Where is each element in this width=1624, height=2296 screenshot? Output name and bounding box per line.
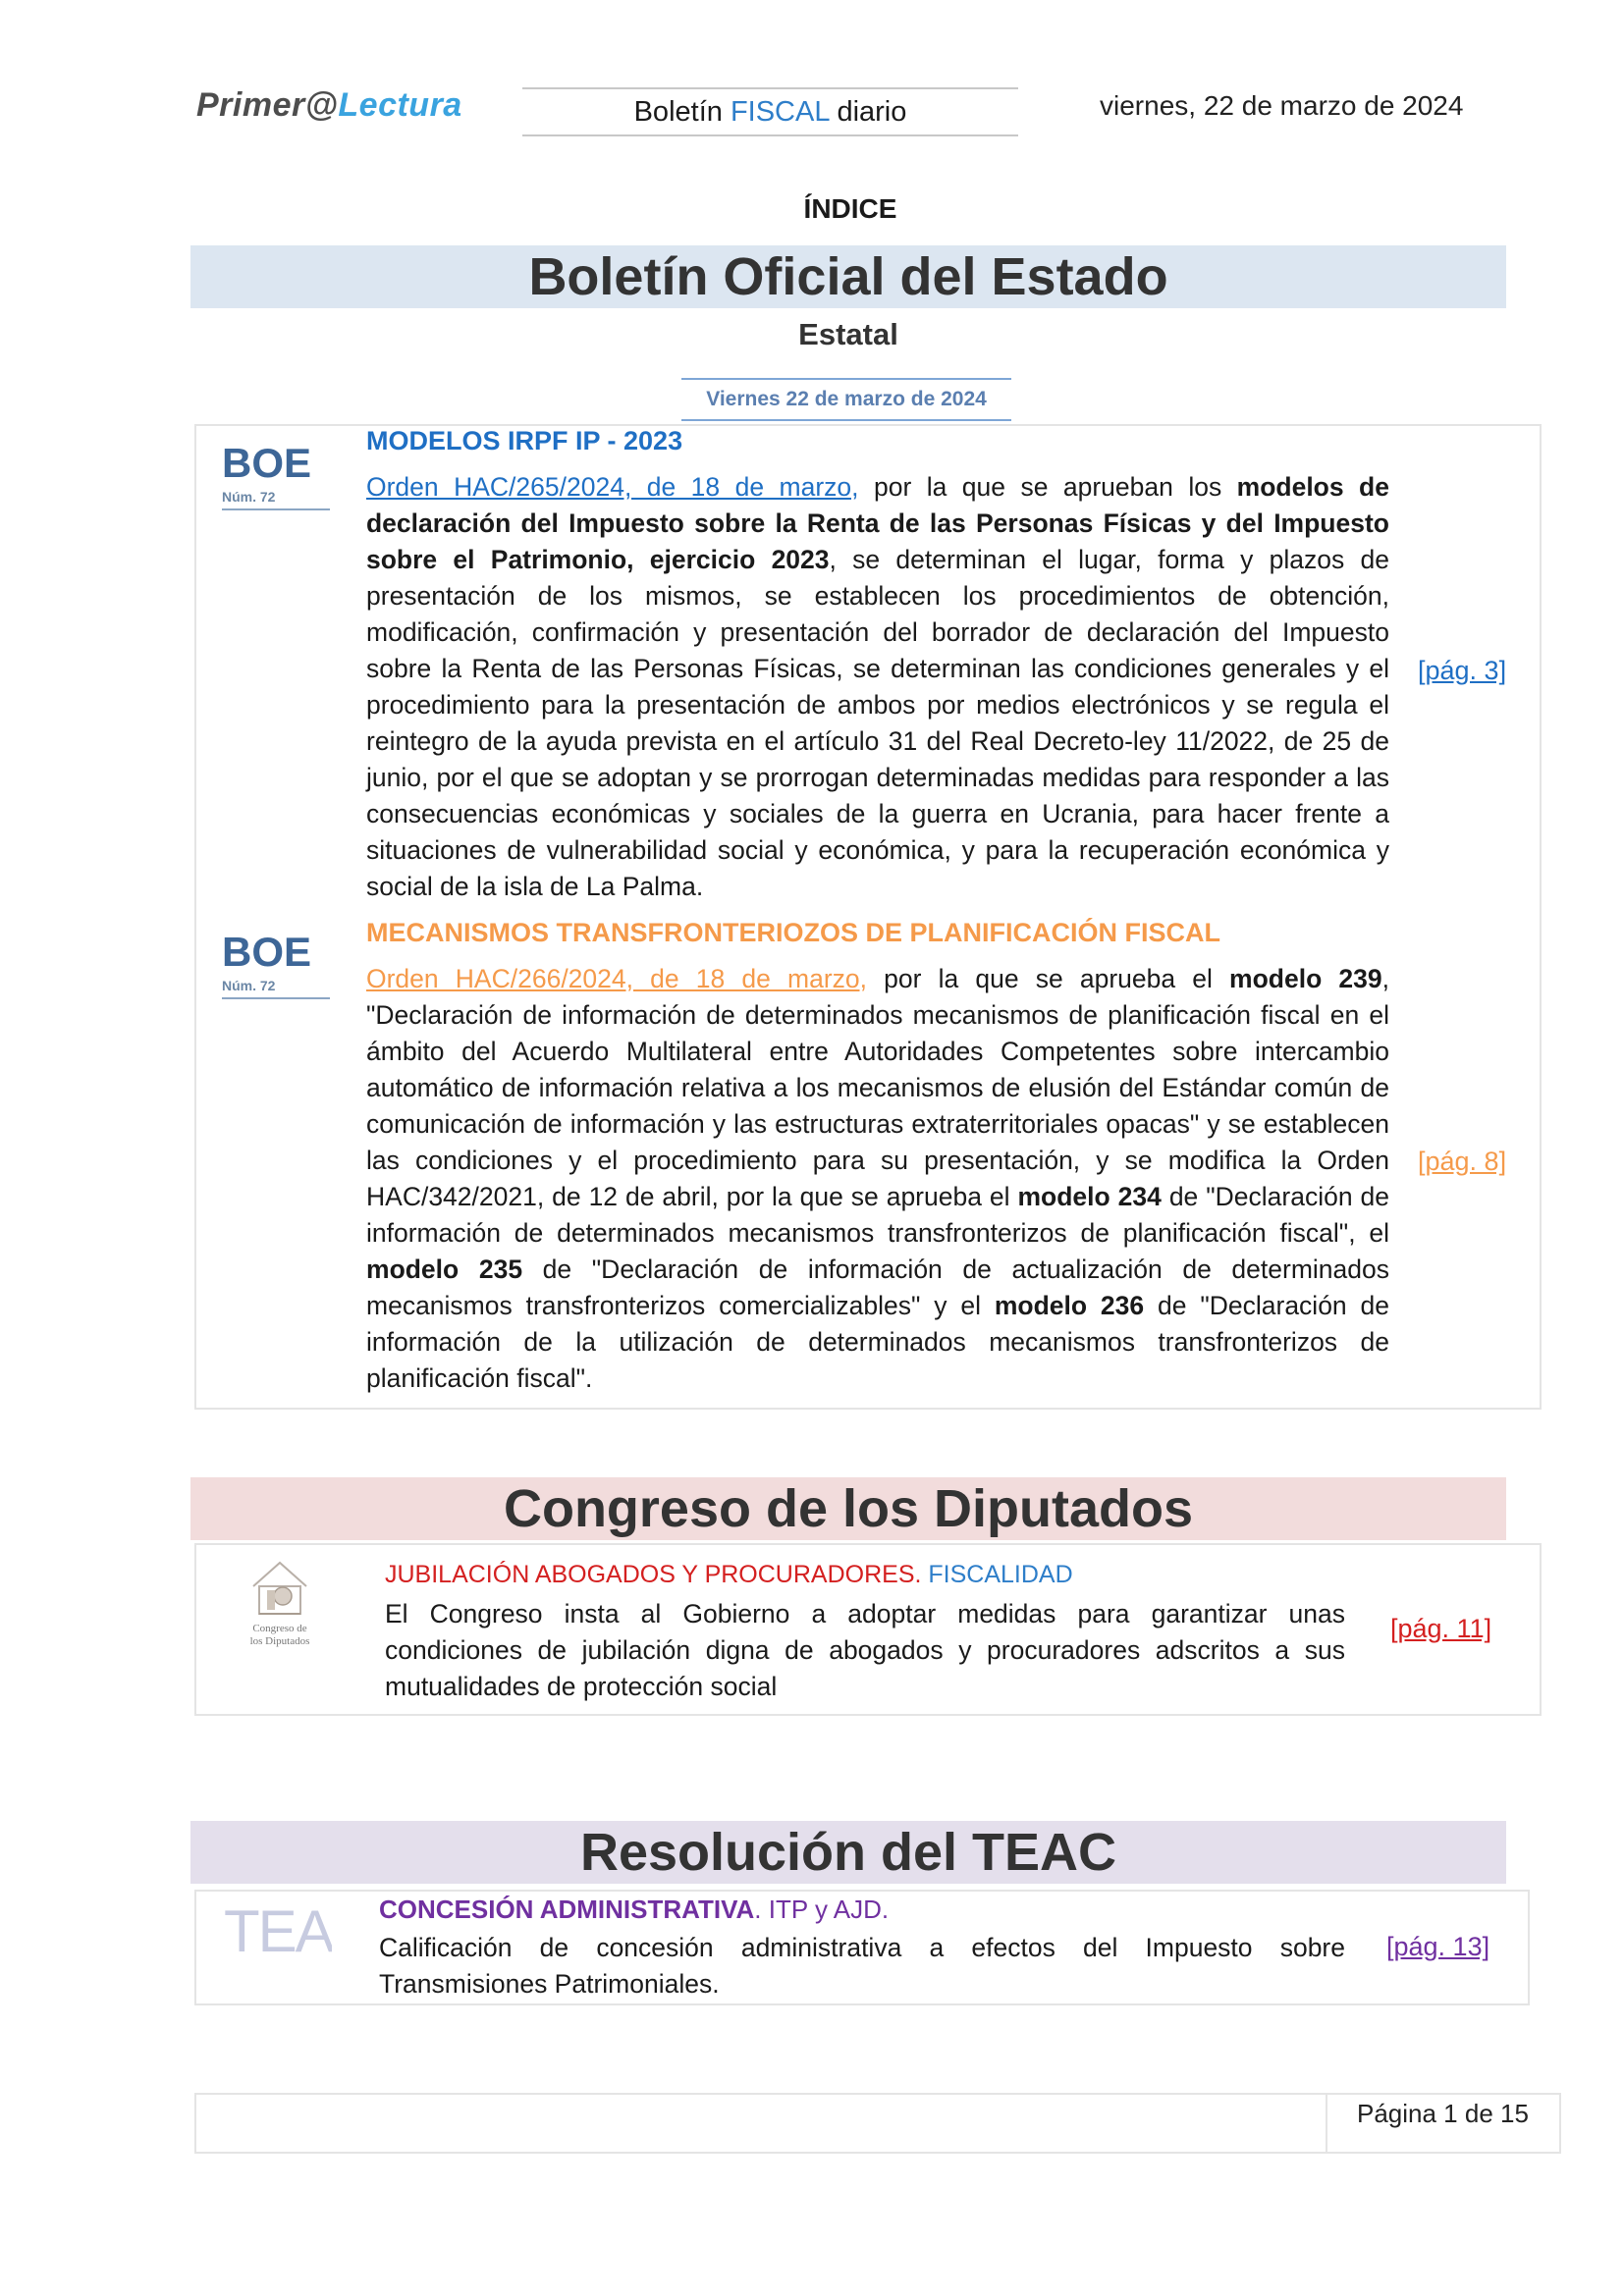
logo-text-lectura: Lectura xyxy=(338,86,462,124)
congreso-logo-icon xyxy=(236,1557,324,1648)
bulletin-accent: FISCAL xyxy=(730,96,830,128)
teac-logo-icon xyxy=(222,1896,332,1965)
header-date: viernes, 22 de marzo de 2024 xyxy=(1100,90,1464,121)
entry-body-irpf xyxy=(366,469,1389,905)
congreso-logo-caption-1: Congreso de xyxy=(252,1623,307,1634)
entry-title-category: . ITP y AJD. xyxy=(754,1895,890,1924)
primera-lectura-logo xyxy=(196,86,462,125)
entry-body-concesion: Calificación de concesión administrativa a efectos del Impuesto sobre Transmisiones Patrimoniales. xyxy=(379,1933,1345,1999)
boe-logo-text: BOE xyxy=(222,444,312,483)
boe-logo-icon xyxy=(222,933,340,999)
boe-subsection-title: Estatal xyxy=(798,317,898,351)
entry-title-mecanismos: MECANISMOS TRANSFRONTERIOZOS DE PLANIFICACIÓN FISCAL xyxy=(366,918,1220,947)
entry-title-main: JUBILACIÓN ABOGADOS Y PROCURADORES. xyxy=(385,1561,922,1588)
boe-logo-mark xyxy=(222,933,324,972)
footer-divider xyxy=(1326,2093,1327,2154)
entry-text: , "Declaración de información de determinados mecanismos de planificación fiscal en el ámbito del Acuerdo Multilateral entre Autoridades Competentes sobre intercambio automático de información relativa a los mecanismos de elusión del Estándar común de comunicación de información y las estructuras extraterritoriales opacas" y se establecen las condiciones y el procedimiento para su presentación, y se modifica la Orden HAC/342/2021, de 12 de abril, por la que se aprueba el xyxy=(366,964,1389,1211)
teac-logo-text: TEA xyxy=(224,1898,332,1964)
teac-section-band: Resolución del TEAC xyxy=(190,1821,1506,1884)
congreso-section-band: Congreso de los Diputados xyxy=(190,1477,1506,1540)
boe-publication-date: Viernes 22 de marzo de 2024 xyxy=(681,378,1011,421)
entry-text-bold: modelo 239 xyxy=(1229,964,1382,993)
order-link-hac-265[interactable]: Orden HAC/265/2024, de 18 de marzo, xyxy=(366,472,859,502)
bulletin-title xyxy=(522,87,1018,136)
entry-title-irpf: MODELOS IRPF IP - 2023 xyxy=(366,426,683,455)
entry-text: de "Declaración de información de la utilización de determinados mecanismos transfronterizos de planificación fiscal". xyxy=(366,1291,1390,1393)
entry-title-concesion xyxy=(379,1895,889,1925)
entry-text-bold: modelos de declaración del Impuesto sobre la Renta de las Personas Físicas y del Impuesto sobre el Patrimonio, ejercicio 2023 xyxy=(366,472,1389,574)
page-ref-link[interactable]: [pág. 8] xyxy=(1418,1147,1507,1176)
boe-issue-number: Núm. 72 xyxy=(222,978,330,999)
boe-section-band: Boletín Oficial del Estado xyxy=(190,245,1506,308)
order-link-hac-266[interactable]: Orden HAC/266/2024, de 18 de marzo, xyxy=(366,964,867,993)
entry-title-category: FISCALIDAD xyxy=(921,1561,1073,1588)
entry-body-jubilacion: El Congreso insta al Gobierno a adoptar medidas para garantizar unas condiciones de jubilación digna de abogados y procuradores adscritos a sus mutualidades de protección social xyxy=(385,1599,1345,1701)
logo-text-primer: Primer@ xyxy=(196,86,339,124)
entry-text-bold: modelo 234 xyxy=(1017,1182,1162,1211)
boe-logo-text: BOE xyxy=(222,933,312,972)
entry-title-main: CONCESIÓN ADMINISTRATIVA xyxy=(379,1895,755,1924)
boe-logo-mark xyxy=(222,444,324,483)
boe-logo-icon xyxy=(222,444,340,510)
congreso-logo-caption-2: los Diputados xyxy=(249,1635,310,1647)
page-ref-link[interactable]: [pág. 13] xyxy=(1386,1932,1490,1961)
entry-text: por la que se aprueban los xyxy=(858,472,1237,502)
entry-text: , se determinan el lugar, forma y plazos de presentación de los mismos, se establecen los procedimientos de obtención, modificación, confirmación y presentación del borrador de declaración del Impuesto sobre la Renta de las Personas Físicas, se determinan las condiciones generales y el procedimiento para la presentación de ambos por medios electrónicos y se regula el reintegro de la ayuda prevista en el artículo 31 del Real Decreto-ley 11/2022, de 25 de junio, por el que se adoptan y se prorrogan determinadas medidas para responder a las consecuencias económicas y sociales de la guerra en Ucrania, para hacer frente a situaciones de vulnerabilidad social y económica, y para la recuperación económica y social de la isla de La Palma. xyxy=(366,545,1389,901)
bulletin-suffix: diario xyxy=(829,96,907,128)
entry-text-bold: modelo 236 xyxy=(994,1291,1145,1320)
page-number: Página 1 de 15 xyxy=(1357,2099,1529,2128)
boe-issue-number: Núm. 72 xyxy=(222,489,330,510)
teac-logo-mark xyxy=(222,1896,332,1965)
bulletin-prefix: Boletín xyxy=(633,96,731,128)
page-ref-link[interactable]: [pág. 3] xyxy=(1418,656,1507,685)
entry-title-jubilacion xyxy=(385,1561,1073,1589)
entry-text: por la que se aprueba el xyxy=(867,964,1230,993)
entry-text-bold: modelo 235 xyxy=(366,1255,523,1284)
entry-text: de "Declaración de información de actualización de determinados mecanismos transfronterizos comercializables" y el xyxy=(366,1255,1389,1320)
index-title: ÍNDICE xyxy=(803,193,897,224)
entry-body-mecanismos xyxy=(366,961,1389,1397)
page-ref-link[interactable]: [pág. 11] xyxy=(1390,1614,1492,1643)
entry-text: de "Declaración de información de determinados mecanismos transfronterizos de planificación fiscal", el xyxy=(366,1182,1389,1248)
congreso-emblem-icon xyxy=(245,1557,314,1618)
